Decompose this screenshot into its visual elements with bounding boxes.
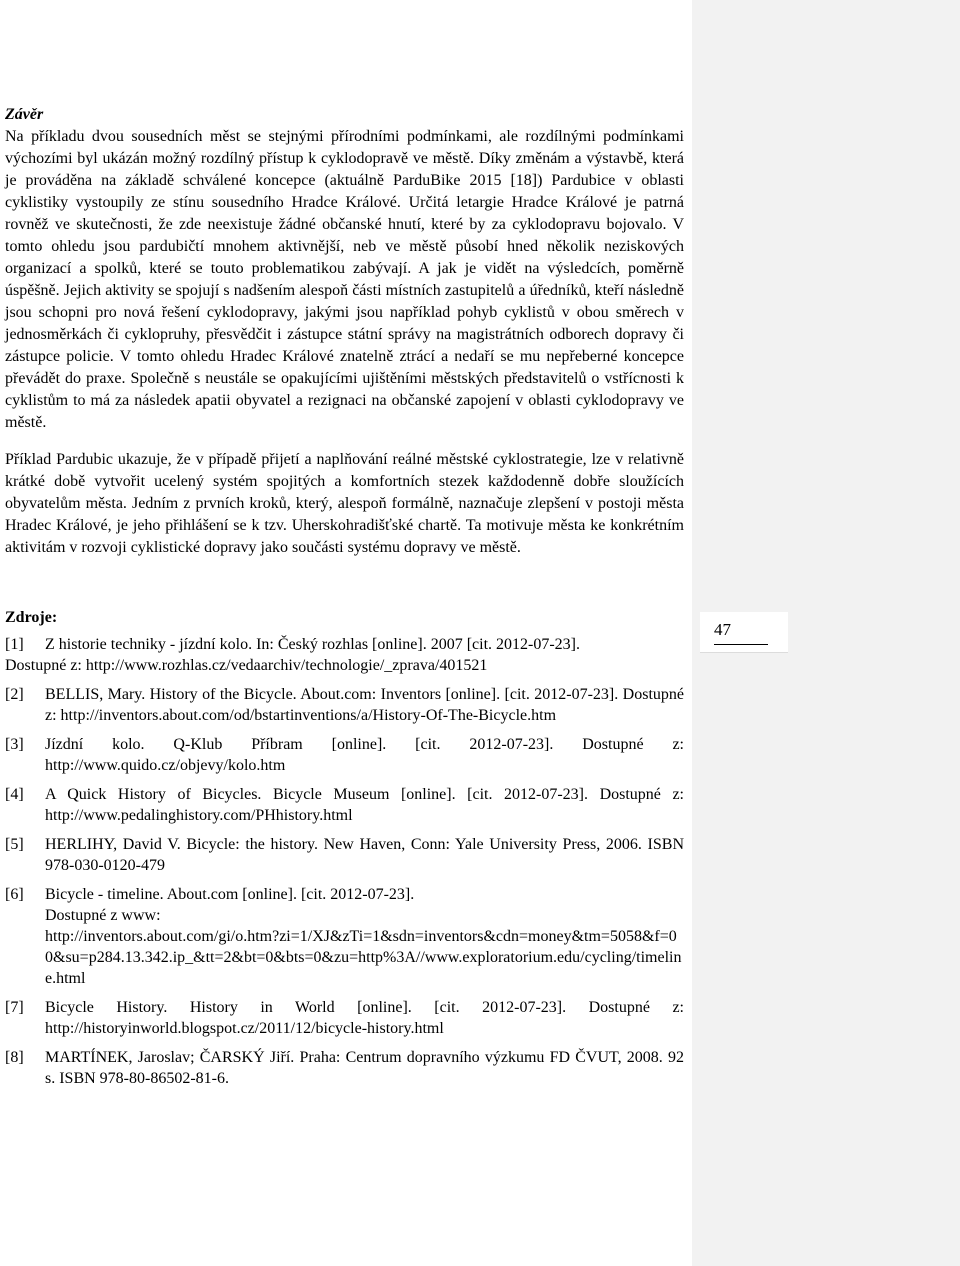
page-number-box: [700, 612, 788, 653]
reference-text: A Quick History of Bicycles. Bicycle Museum [online]. [cit. 2012-07-23]. Dostupné z: http://www.pedalinghistory.com/PHhistory.html: [45, 786, 684, 824]
reference-number: [7]: [5, 999, 24, 1016]
reference-text: HERLIHY, David V. Bicycle: the history. New Haven, Conn: Yale University Press, 2006. ISBN 978-030-0120-479: [45, 836, 684, 874]
reference-availability: Dostupné z www:: [45, 907, 161, 924]
reference-1-availability: Dostupné z: http://www.rozhlas.cz/vedaarchiv/technologie/_zprava/401521: [5, 657, 488, 674]
reference-item-5: [5, 834, 684, 876]
reference-citation: Bicycle - timeline. About.com [online]. [cit. 2012-07-23].: [45, 886, 415, 903]
reference-item-2: [5, 684, 684, 726]
reference-number: [1]: [5, 636, 24, 653]
reference-item-3: [5, 734, 684, 776]
reference-number: [8]: [5, 1049, 24, 1066]
reference-item-4: [5, 784, 684, 826]
reference-item-7: [5, 997, 684, 1039]
reference-text: MARTÍNEK, Jaroslav; ČARSKÝ Jiří. Praha: Centrum dopravního výzkumu FD ČVUT, 2008. 92 s. ISBN 978-80-86502-81-6.: [45, 1049, 684, 1087]
conclusion-heading: Závěr: [5, 106, 44, 123]
page-number: 47: [714, 620, 768, 645]
reference-number: [2]: [5, 686, 24, 703]
conclusion-paragraph-1: Na příkladu dvou sousedních měst se stejnými přírodními podmínkami, ale rozdílnými podmínkami výchozími byl ukázán možný rozdílný přístup k cyklodopravě ve městě. Díky změnám a výstavbě, která je prováděna na základě schválené koncepce (aktuálně ParduBike 2015 [18]) Pardubice v oblasti cyklistiky vystoupily ze stínu sousedního Hradce Králové. Určitá letargie Hradce Králové je patrná rovněž ve skutečnosti, že zde neexistuje žádné občanské hnutí, které by za cyklodopravu bojovalo. V tomto ohledu jsou pardubičtí mnohem aktivnější, neb ve městě působí hned několik neziskových organizací a spolků, které se touto problematikou zabývají. A jak je vidět na výsledcích, poměrně úspěšně. Jejich aktivity se spojují s nadšením alespoň části místních zastupitelů a úředníků, kteří následně jsou schopni pro nová řešení cyklodopravy, jakými jsou například pohyb cyklistů v obou směrech v jednosměrkách či cyklopruhy, přesvědčit i zástupce státní správy na magistrátních odborech dopravy či zástupce policie. V tomto ohledu Hradec Králové znatelně ztrácí a nedaří se mu nepřeberné koncepce převádět do praxe. Společně s neustále se opakujícími ujištěními městských představitelů o vstřícnosti k cyklistům to má za následek apatii obyvatel a rezignaci na občanské zapojení v oblasti cyklodopravy ve městě.: [5, 128, 684, 431]
reference-number: [5]: [5, 836, 24, 853]
conclusion-paragraph-2: Příklad Pardubic ukazuje, že v případě přijetí a naplňování reálné městské cyklostrategie, lze v relativně krátké době vytvořit ucelený systém spojitých a komfortních stezek každodenně dobře sloužících obyvatelům města. Jedním z prvních kroků, který, alespoň formálně, naznačuje zlepšení v postoji města Hradec Králové, je jeho přihlášení se k tzv. Uherskohradišťské chartě. Ta motivuje města ke konkrétním aktivitám v rozvoji cyklistické dopravy jako součásti systému dopravy ve městě.: [5, 451, 684, 556]
reference-item-1: [5, 634, 684, 655]
reference-text: Jízdní kolo. Q-Klub Příbram [online]. [cit. 2012-07-23]. Dostupné z: http://www.quido.cz/objevy/kolo.htm: [45, 736, 684, 774]
reference-citation: Z historie techniky - jízdní kolo. In: Český rozhlas [online]. 2007 [cit. 2012-07-23].: [45, 636, 580, 653]
reference-number: [4]: [5, 786, 24, 803]
reference-item-8: [5, 1047, 684, 1089]
document-body: [5, 104, 684, 1097]
sources-heading: Zdroje:: [5, 609, 58, 626]
reference-number: [6]: [5, 886, 24, 903]
reference-text: BELLIS, Mary. History of the Bicycle. About.com: Inventors [online]. [cit. 2012-07-23]. Dostupné z: http://inventors.about.com/od/bstartinventions/a/History-Of-The-Bicycle.htm: [45, 686, 684, 724]
reference-text: [45, 884, 684, 989]
reference-text: [45, 634, 684, 655]
reference-url: http://inventors.about.com/gi/o.htm?zi=1/XJ&zTi=1&sdn=inventors&cdn=money&tm=5058&f=00&su=p284.13.342.ip_&tt=2&bt=0&bts=0&zu=http%3A//www.exploratorium.edu/cycling/timeline.html: [45, 928, 682, 987]
reference-text: Bicycle History. History in World [online]. [cit. 2012-07-23]. Dostupné z: http://historyinworld.blogspot.cz/2011/12/bicycle-history.html: [45, 999, 684, 1037]
reference-number: [3]: [5, 736, 24, 753]
reference-item-6: [5, 884, 684, 989]
